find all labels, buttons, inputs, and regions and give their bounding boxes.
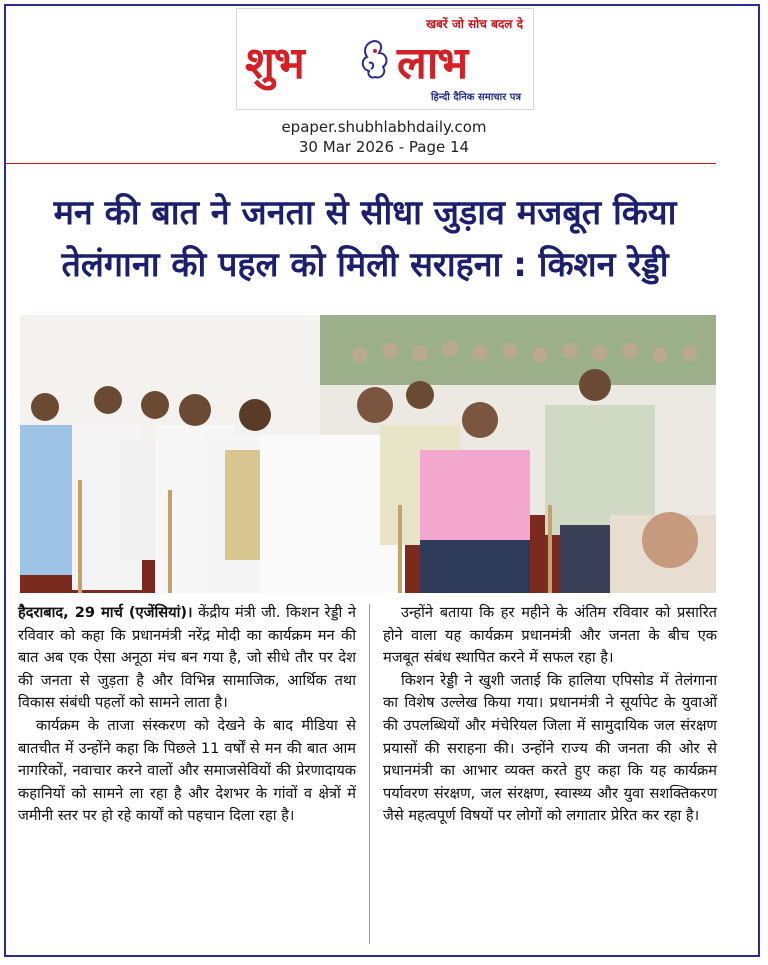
edition-date-page: 30 Mar 2026 - Page 14 (298, 138, 470, 156)
article-paragraph: किशन रेड्डी ने खुशी जताई कि हालिया एपिसोड में तेलंगाना का विशेष उल्लेख किया गया। प्रधानमंत्री ने सूर्यापेट के युवाओं की उपलब्धियों और मंचेरियल जिला में सामुदायिक जल संरक्षण प्रयासों की सराहना की। उन्होंने राज्य की जनता की ओर से प्रधानमंत्री का आभार व्यक्त करते हुए कहा कि यह कार्यक्रम पर्यावरण संरक्षण, जल संरक्षण, स्वास्थ्य और युवा सशक्तिकरण जैसे महत्वपूर्ण विषयों पर लोगों को लगातार प्रेरित कर रहा है। (383, 671, 717, 825)
article-column-left (18, 602, 356, 828)
column-divider (369, 604, 370, 944)
ganesha-logo-icon (355, 37, 393, 81)
masthead-tagline: खबरें जो सोच बदल दे (426, 17, 523, 31)
header-divider (6, 163, 716, 164)
article-paragraph (18, 602, 356, 715)
headline-line-2: तेलंगाना की पहल को मिली सराहना : किशन रेड्डी (61, 245, 669, 285)
logo-word-shubh: शुभ (245, 38, 304, 89)
logo-word-labh: लाभ (397, 38, 468, 89)
masthead-logo (236, 8, 534, 110)
article-column-right (383, 602, 717, 828)
epaper-site-url[interactable]: epaper.shubhlabhdaily.com (281, 118, 487, 136)
article-dateline: हैदराबाद, 29 मार्च (एजेंसियां)। (18, 604, 193, 621)
masthead-subtag: हिन्दी दैनिक समाचार पत्र (430, 92, 521, 103)
news-photo (20, 315, 716, 593)
article-paragraph: कार्यक्रम के ताजा संस्करण को देखने के बाद मीडिया से बातचीत में उन्होंने कहा कि पिछले 11 वर्षों से मन की बात आम नागरिकों, नवाचार करने वालों और समाजसेवियों की प्रेरणादायक कहानियों को सामने ला रहा है और देशभर के गांवों व क्षेत्रों में जमीनी स्तर पर हो रहे कार्यों को पहचान दिला रहा है। (18, 716, 356, 825)
headline-line-1: मन की बात ने जनता से सीधा जुड़ाव मजबूत किया (53, 193, 677, 233)
article-paragraph: उन्होंने बताया कि हर महीने के अंतिम रविवार को प्रसारित होने वाला यह कार्यक्रम प्रधानमंत्री और जनता के बीच एक मजबूत संबंध स्थापित करने में सफल रहा है। (383, 604, 717, 667)
article-lead-text: केंद्रीय मंत्री जी. किशन रेड्डी ने रविवार को कहा कि प्रधानमंत्री नरेंद्र मोदी का कार्यक्रम मन की बात अब एक ऐसा अनूठा मंच बन गया है, जो सीधे तौर पर देश की जनता से जुड़ता है और विभिन्न सामाजिक, आर्थिक तथा विकास संबंधी पहलों को सामने लाता है। (18, 604, 357, 712)
